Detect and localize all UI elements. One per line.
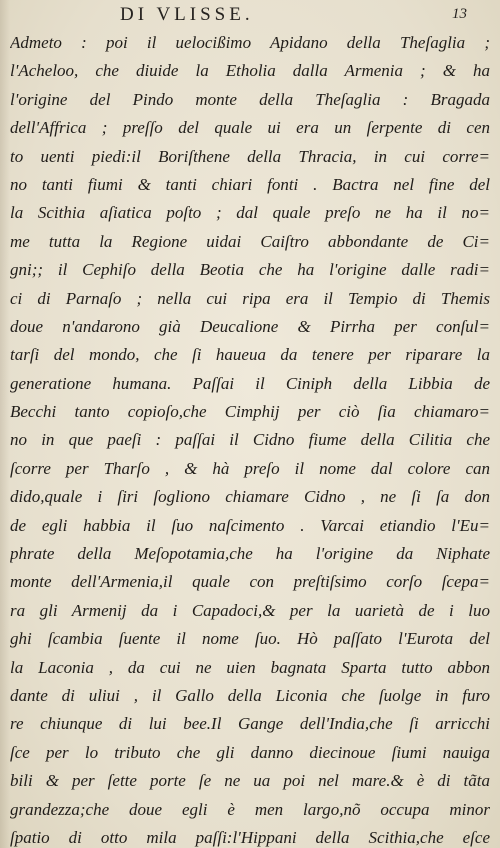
text-line: phrate della Meſopotamia,che ha l'origine da Niphate	[10, 544, 490, 564]
text-line: gni;; il Cephiſo della Beotia che ha l'origine dalle radi=	[10, 260, 490, 280]
text-line: Admeto : poi il uelocißimo Apidano della Theſaglia ;	[10, 33, 490, 52]
text-line: dante di uliui , il Gallo della Liconia che ſuolge in furo	[10, 685, 490, 705]
text-line: no tanti fiumi & tanti chiari fonti . Bactra nel fine del	[10, 174, 490, 194]
text-line: l'Acheloo, che diuide la Etholia dalla Armenia ; & ha	[10, 61, 490, 81]
running-head: DI VLISSE.	[120, 4, 254, 25]
text-line: Becchi tanto copioſo,che Cimphij per ciò ſia chiamaro=	[10, 402, 490, 422]
text-line: la Laconia , da cui ne uien bagnata Sparta tutto abbon	[10, 657, 490, 677]
text-line: ci di Parnaſo ; nella cui ripa era il Tempio di Themis	[10, 288, 490, 308]
text-line: grandezza;che doue egli è men largo,nõ occupa minor	[10, 799, 490, 819]
text-line: ra gli Armenij da i Capadoci,& per la uarietà de i luo	[10, 600, 490, 620]
text-line: dell'Affrica ; preſſo del quale ui era un ſerpente di cen	[10, 118, 490, 138]
text-line: generatione humana. Paſſai il Ciniph della Libbia de	[10, 373, 490, 393]
text-line: doue n'andarono già Deucalione & Pirrha per conſul=	[10, 316, 490, 336]
text-line: to uenti piedi:il Boriſthene della Thracia, in cui corre=	[10, 146, 490, 166]
text-line: bili & per ſette porte ſe ne ua poi nel mare.& è di tãta	[10, 771, 490, 791]
text-line: ſcorre per Tharſo , & hà preſo il nome dal colore can	[10, 458, 490, 478]
text-line: ſpatio di otto mila paſſi:l'Hippani della Scithia,che eſce	[10, 827, 490, 847]
text-line: l'origine del Pindo monte della Theſaglia : Bragada	[10, 89, 490, 109]
text-line: no in que paeſi : paſſai il Cidno fiume della Cilitia che	[10, 430, 490, 450]
body-text	[10, 29, 490, 848]
text-line: dido,quale i ſiri ſogliono chiamare Cidno , ne ſi ſa don	[10, 487, 490, 507]
text-line: tarſi del mondo, che ſi haueua da tenere per riparare la	[10, 345, 490, 365]
gutter-shadow	[0, 0, 10, 848]
text-line: monte dell'Armenia,il quale con preſtiſsimo corſo ſcepa=	[10, 572, 490, 592]
page-number: 13	[452, 6, 467, 22]
text-line: me tutta la Regione uidai Caiſtro abbondante de Ci=	[10, 231, 490, 251]
text-line: ſce per lo tributo che gli danno diecinoue ſiumi nauiga	[10, 742, 490, 762]
text-line: re chiunque di lui bee.Il Gange dell'India,che ſi arricchi	[10, 714, 490, 734]
text-line: la Scithia aſiatica poſto ; dal quale preſo ne ha il no=	[10, 203, 490, 223]
page-header	[0, 4, 500, 26]
text-line: ghi ſcambia ſuente il nome ſuo. Hò paſſato l'Eurota del	[10, 629, 490, 649]
text-line: de egli habbia il ſuo naſcimento . Varcai etiandio l'Eu=	[10, 515, 490, 535]
